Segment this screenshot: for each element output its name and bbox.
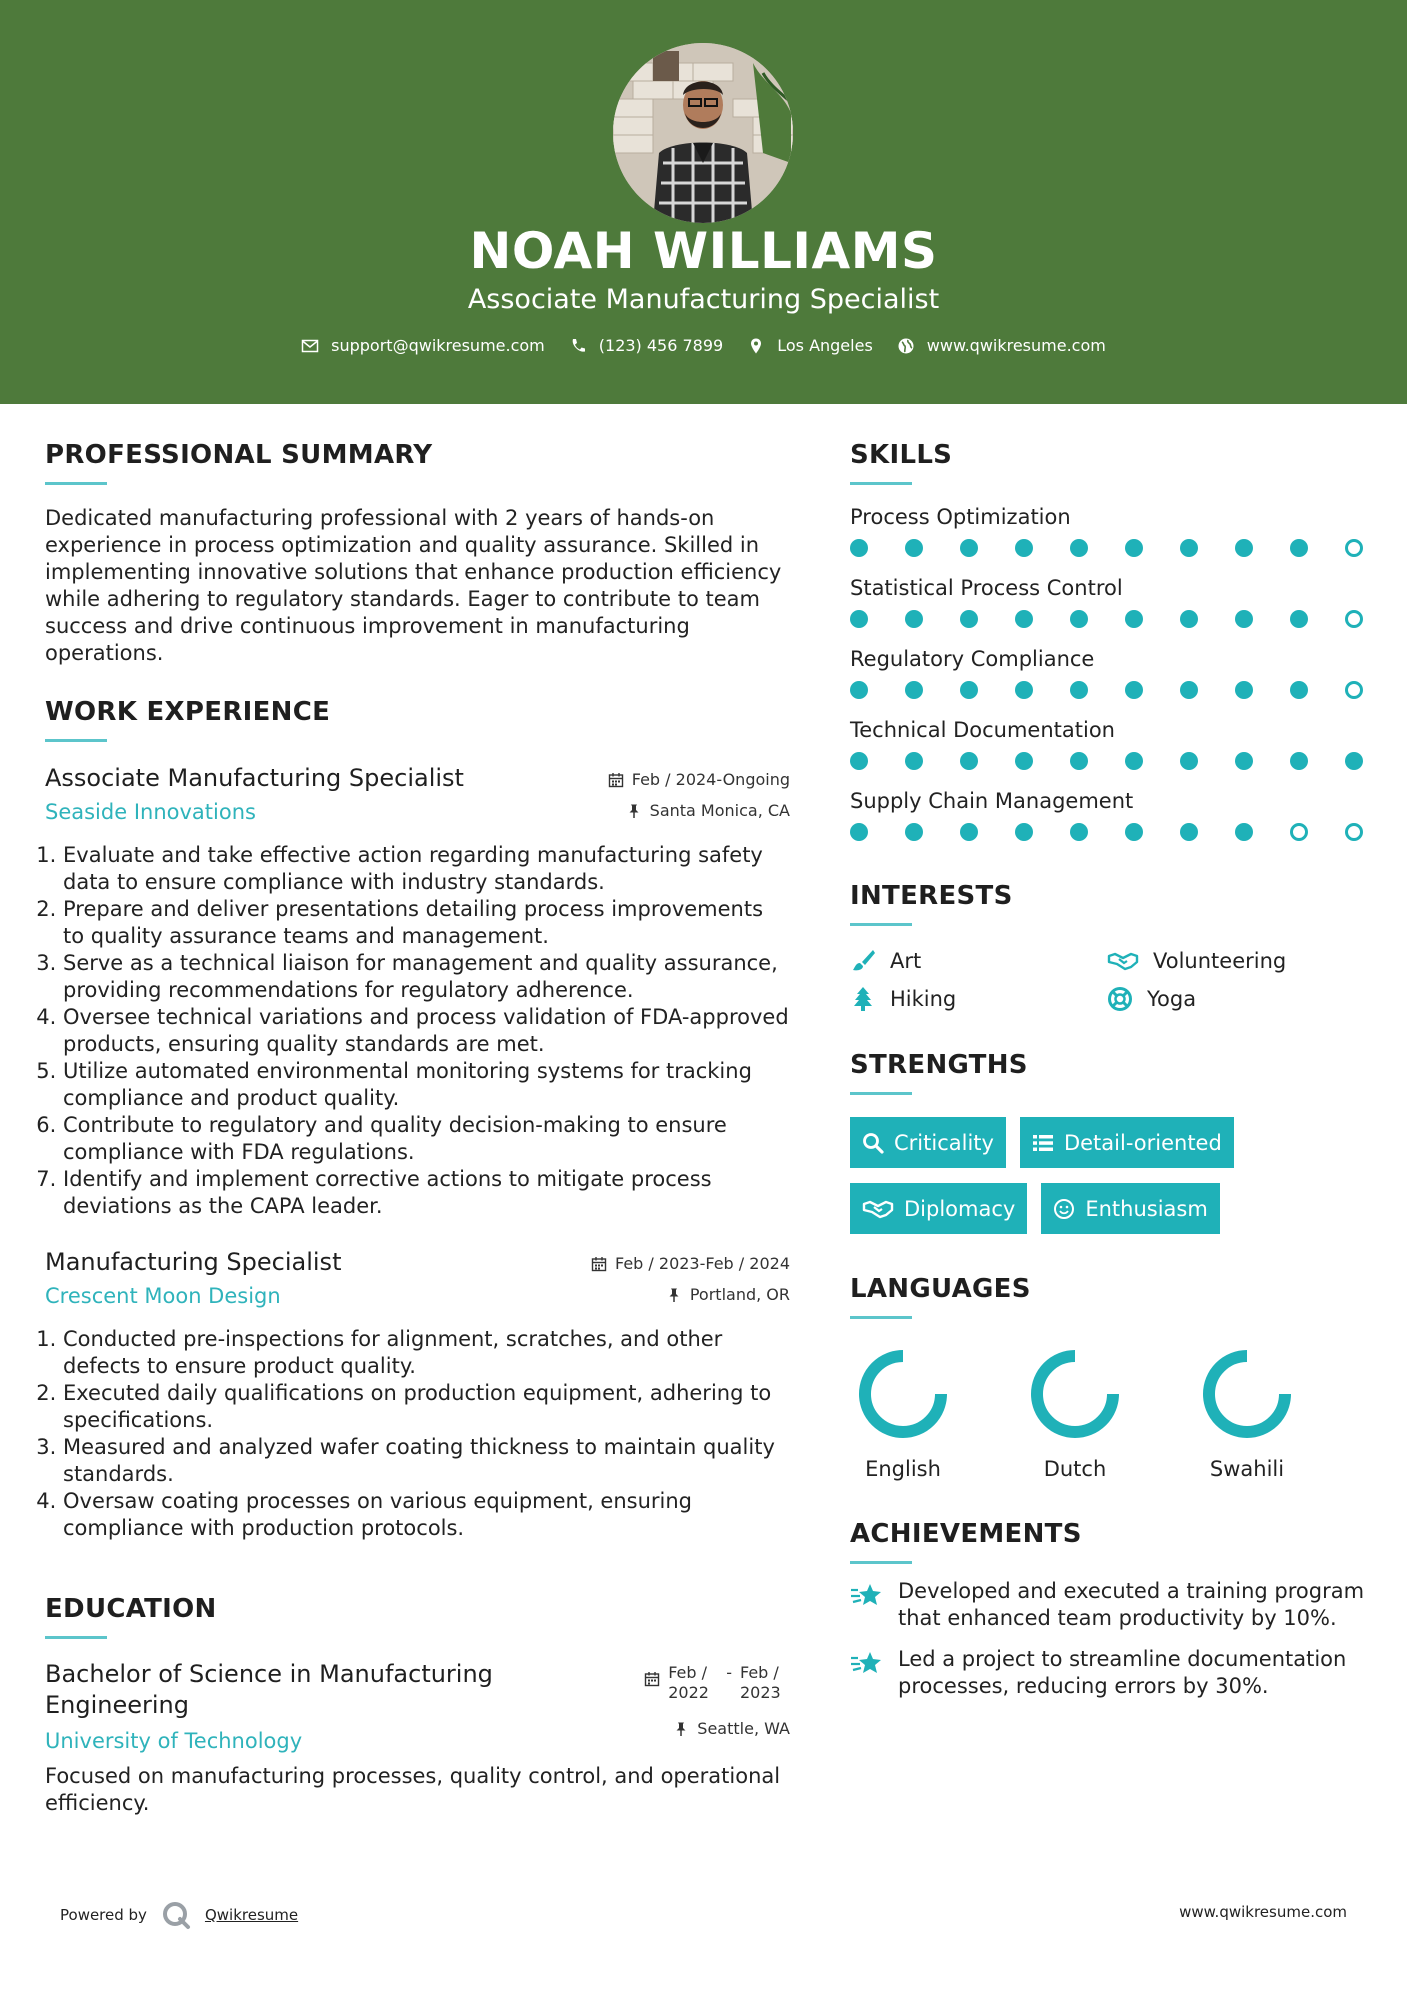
skill-name: Regulatory Compliance	[850, 647, 1095, 671]
heading-underline	[850, 1561, 912, 1564]
achievement-item	[850, 1578, 1370, 1632]
experience-section	[45, 697, 790, 1542]
skill-dot-empty	[1345, 823, 1363, 841]
education-end-date: Feb / 2023	[740, 1663, 781, 1702]
calendar-icon	[591, 1256, 607, 1272]
calendar-icon	[608, 772, 624, 788]
skill-dot-filled	[1125, 752, 1143, 770]
languages-section	[850, 1274, 1370, 1481]
heading-underline	[45, 482, 107, 485]
education-location-text: Seattle, WA	[697, 1719, 790, 1738]
language-name: Swahili	[1209, 1457, 1285, 1481]
achievements-section	[850, 1519, 1370, 1700]
language-progress-ring	[1202, 1349, 1292, 1439]
skill-dot-filled	[1070, 610, 1088, 628]
degree-title: Bachelor of Science in Manufacturing Engineering	[45, 1660, 493, 1719]
list-item: 2. Executed daily qualifications on production equipment, adhering to specifications.	[63, 1380, 790, 1434]
email-text: support@qwikresume.com	[331, 336, 545, 355]
skill-dot-filled	[1180, 610, 1198, 628]
brush-icon	[850, 948, 876, 974]
skill-dot-filled	[1070, 681, 1088, 699]
heading-underline	[850, 482, 912, 485]
skill-dot-empty	[1345, 610, 1363, 628]
skill-dot-filled	[905, 610, 923, 628]
skill-dot-filled	[960, 610, 978, 628]
languages-heading: LANGUAGES	[850, 1274, 1031, 1304]
qwikresume-logo-icon	[161, 1900, 191, 1930]
skill-dot-filled	[1180, 681, 1198, 699]
education-description: Focused on manufacturing processes, quality control, and operational efficiency.	[45, 1764, 781, 1815]
achievement-text: Led a project to streamline documentation processes, reducing errors by 30%.	[898, 1647, 1347, 1698]
list-item: 1. Evaluate and take effective action regarding manufacturing safety data to ensure compliance with industry standards.	[63, 842, 790, 896]
handshake-icon	[862, 1198, 894, 1220]
header-banner	[0, 0, 1407, 404]
interest-label: Art	[890, 949, 922, 973]
heading-underline	[850, 1316, 912, 1319]
strengths-heading: STRENGTHS	[850, 1050, 1028, 1080]
contact-email[interactable]	[301, 336, 545, 355]
skill-dot-filled	[1070, 823, 1088, 841]
search-icon	[862, 1132, 884, 1154]
strength-chip	[850, 1117, 1006, 1168]
skill-dot-filled	[1235, 610, 1253, 628]
heading-underline	[850, 1092, 912, 1095]
summary-section	[45, 440, 790, 667]
languages-list	[850, 1349, 1370, 1481]
skill-dot-filled	[1235, 539, 1253, 557]
education-location	[644, 1719, 790, 1738]
skill-item	[850, 505, 1370, 557]
language-progress-ring	[858, 1349, 948, 1439]
lifebuoy-icon	[1107, 986, 1133, 1012]
pushpin-icon	[626, 803, 642, 819]
education-start-date: Feb / 2022	[668, 1663, 709, 1702]
job-entry	[45, 764, 790, 1220]
skill-dot-filled	[1235, 752, 1253, 770]
skill-dot-filled	[1180, 752, 1198, 770]
skill-name: Supply Chain Management	[850, 789, 1134, 813]
interests-heading: INTERESTS	[850, 881, 1013, 911]
interest-label: Hiking	[890, 987, 957, 1011]
job-dates	[591, 1254, 790, 1273]
skill-dot-filled	[1290, 539, 1308, 557]
strength-chip	[1041, 1183, 1219, 1234]
skill-name: Statistical Process Control	[850, 576, 1123, 600]
skill-rating	[850, 823, 1363, 841]
envelope-icon	[301, 337, 319, 355]
job-header	[45, 764, 790, 824]
interest-item	[1107, 986, 1364, 1012]
skill-dot-filled	[1180, 539, 1198, 557]
job-header	[45, 1248, 790, 1308]
skill-dot-filled	[1235, 823, 1253, 841]
smile-icon	[1053, 1198, 1075, 1220]
language-item	[858, 1349, 948, 1481]
shooting-star-icon	[850, 1580, 884, 1610]
job-entry	[45, 1248, 790, 1542]
location-text: Los Angeles	[777, 336, 873, 355]
skill-dot-filled	[1290, 752, 1308, 770]
calendar-icon	[644, 1671, 660, 1687]
phone-text: (123) 456 7899	[598, 336, 724, 355]
skill-item	[850, 647, 1370, 699]
language-name: Dutch	[1043, 1457, 1107, 1481]
skill-dot-filled	[1345, 752, 1363, 770]
language-progress-ring	[1030, 1349, 1120, 1439]
language-name: English	[865, 1457, 941, 1481]
pushpin-icon	[673, 1721, 689, 1737]
list-item: 5. Utilize automated environmental monitoring systems for tracking compliance and product quality.	[63, 1058, 790, 1112]
strengths-list	[850, 1117, 1370, 1234]
job-location	[608, 801, 790, 820]
skill-dot-filled	[850, 823, 868, 841]
avatar-photo	[613, 43, 793, 223]
tree-icon	[850, 986, 876, 1012]
skill-dot-filled	[1015, 681, 1033, 699]
skill-dot-filled	[905, 681, 923, 699]
avatar	[613, 43, 793, 223]
skill-dot-filled	[1125, 539, 1143, 557]
job-company: Seaside Innovations	[45, 800, 256, 824]
school-name: University of Technology	[45, 1729, 303, 1753]
contact-location	[747, 336, 873, 355]
skills-section	[850, 440, 1370, 841]
skill-dot-filled	[905, 752, 923, 770]
skill-name: Technical Documentation	[850, 718, 1115, 742]
list-item: 3. Serve as a technical liaison for management and quality assurance, providing recommendations for regulatory adherence.	[63, 950, 790, 1004]
language-item	[1030, 1349, 1120, 1481]
skill-item	[850, 576, 1370, 628]
skill-dot-filled	[905, 823, 923, 841]
contact-bar	[0, 336, 1407, 355]
skill-dot-empty	[1345, 539, 1363, 557]
strength-label: Detail-oriented	[1063, 1130, 1222, 1155]
skill-dot-filled	[1070, 539, 1088, 557]
powered-by-label: Powered by	[60, 1906, 147, 1924]
strength-label: Diplomacy	[904, 1196, 1016, 1221]
skill-dot-filled	[850, 610, 868, 628]
summary-heading: PROFESSIONAL SUMMARY	[45, 440, 433, 470]
strength-chip	[1020, 1117, 1234, 1168]
candidate-name: NOAH WILLIAMS	[469, 222, 938, 280]
skill-dot-filled	[1180, 823, 1198, 841]
heading-underline	[45, 739, 107, 742]
education-dates	[644, 1663, 790, 1703]
skill-dot-filled	[1015, 539, 1033, 557]
skill-name: Process Optimization	[850, 505, 1071, 529]
skill-rating	[850, 752, 1363, 770]
interest-item	[1107, 948, 1364, 974]
achievement-item	[850, 1646, 1370, 1700]
strengths-section	[850, 1050, 1370, 1234]
skill-dot-filled	[960, 539, 978, 557]
job-title: Associate Manufacturing Specialist	[45, 764, 464, 792]
skill-item	[850, 789, 1370, 841]
handshake-icon	[1107, 948, 1139, 974]
job-location-text: Portland, OR	[689, 1285, 790, 1304]
skill-dot-filled	[850, 539, 868, 557]
skills-list	[850, 505, 1370, 841]
job-location-text: Santa Monica, CA	[649, 801, 790, 820]
interests-list	[850, 948, 1370, 1012]
job-title: Manufacturing Specialist	[45, 1248, 342, 1276]
candidate-title: Associate Manufacturing Specialist	[467, 284, 940, 315]
strength-chip	[850, 1183, 1027, 1234]
achievement-text: Developed and executed a training program that enhanced team productivity by 10%.	[898, 1579, 1365, 1630]
summary-text: Dedicated manufacturing professional with 2 years of hands-on experience in process optimization and quality assurance. Skilled in implementing innovative solutions that enhance production efficiency while adhering to regulatory standards. Eager to contribute to team success and drive continuous improvement in manufacturing operations.	[45, 506, 782, 665]
footer-powered-by	[60, 1900, 298, 1930]
interests-section	[850, 881, 1370, 1012]
interest-label: Volunteering	[1153, 949, 1287, 973]
job-company: Crescent Moon Design	[45, 1284, 281, 1308]
skill-dot-filled	[960, 752, 978, 770]
skills-heading: SKILLS	[850, 440, 953, 470]
phone-icon	[569, 337, 587, 355]
skill-dot-filled	[1015, 823, 1033, 841]
skill-dot-empty	[1345, 681, 1363, 699]
list-item: 1. Conducted pre-inspections for alignment, scratches, and other defects to ensure product quality.	[63, 1326, 790, 1380]
shooting-star-icon	[850, 1648, 884, 1678]
education-header	[45, 1659, 790, 1753]
skill-dot-filled	[1290, 610, 1308, 628]
date-separator: -	[726, 1663, 732, 1682]
achievements-heading: ACHIEVEMENTS	[850, 1519, 1082, 1549]
globe-icon	[897, 337, 915, 355]
list-item: 4. Oversaw coating processes on various equipment, ensuring compliance with production protocols.	[63, 1488, 790, 1542]
skill-dot-filled	[850, 752, 868, 770]
right-column	[850, 440, 1370, 1700]
skill-dot-filled	[960, 823, 978, 841]
heading-underline	[850, 923, 912, 926]
brand-link[interactable]: Qwikresume	[204, 1906, 299, 1924]
heading-underline	[45, 1636, 107, 1639]
skill-dot-filled	[1015, 610, 1033, 628]
skill-dot-filled	[1125, 681, 1143, 699]
footer-website[interactable]: www.qwikresume.com	[1179, 1903, 1347, 1921]
interest-item	[850, 986, 1107, 1012]
interest-item	[850, 948, 1107, 974]
skill-dot-filled	[1290, 681, 1308, 699]
list-item: 4. Oversee technical variations and process validation of FDA-approved products, ensuring quality standards are met.	[63, 1004, 790, 1058]
achievements-list	[850, 1578, 1370, 1700]
language-item	[1202, 1349, 1292, 1481]
skill-rating	[850, 610, 1363, 628]
skill-rating	[850, 681, 1363, 699]
skill-dot-filled	[1070, 752, 1088, 770]
interest-label: Yoga	[1147, 987, 1197, 1011]
skill-dot-filled	[1015, 752, 1033, 770]
strength-label: Enthusiasm	[1085, 1196, 1208, 1221]
education-heading: EDUCATION	[45, 1594, 217, 1624]
list-item: 6. Contribute to regulatory and quality decision-making to ensure compliance with FDA regulations.	[63, 1112, 790, 1166]
strength-label: Criticality	[894, 1130, 994, 1155]
list-item: 2. Prepare and deliver presentations detailing process improvements to quality assurance teams and management.	[63, 896, 790, 950]
skill-rating	[850, 539, 1363, 557]
left-column	[45, 440, 790, 1817]
job-bullets	[45, 1326, 790, 1542]
list-item: 3. Measured and analyzed wafer coating thickness to maintain quality standards.	[63, 1434, 790, 1488]
experience-heading: WORK EXPERIENCE	[45, 697, 331, 727]
skill-dot-empty	[1290, 823, 1308, 841]
skill-dot-filled	[1125, 823, 1143, 841]
skill-dot-filled	[905, 539, 923, 557]
job-bullets	[45, 842, 790, 1220]
job-dates-text: Feb / 2023-Feb / 2024	[615, 1254, 790, 1273]
list-icon	[1032, 1132, 1054, 1154]
website-text: www.qwikresume.com	[926, 336, 1106, 355]
job-location	[591, 1285, 790, 1304]
job-dates	[608, 770, 790, 789]
pushpin-icon	[666, 1287, 682, 1303]
skill-item	[850, 718, 1370, 770]
skill-dot-filled	[850, 681, 868, 699]
skill-dot-filled	[1235, 681, 1253, 699]
map-pin-icon	[747, 337, 765, 355]
contact-phone[interactable]	[569, 336, 723, 355]
education-section	[45, 1594, 790, 1817]
contact-website[interactable]	[897, 336, 1106, 355]
skill-dot-filled	[1125, 610, 1143, 628]
skill-dot-filled	[960, 681, 978, 699]
job-dates-text: Feb / 2024-Ongoing	[631, 770, 790, 789]
list-item: 7. Identify and implement corrective actions to mitigate process deviations as the CAPA leader.	[63, 1166, 790, 1220]
